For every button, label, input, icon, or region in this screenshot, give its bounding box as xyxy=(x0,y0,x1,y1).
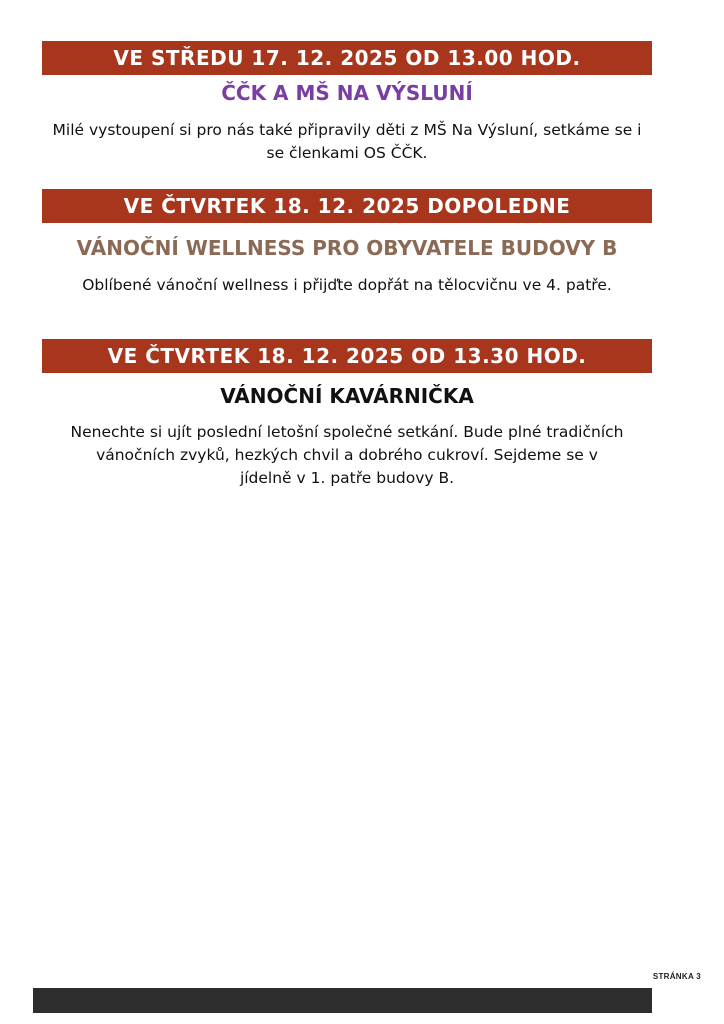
event-1-title: ČČK A MŠ NA VÝSLUNÍ xyxy=(221,81,473,105)
event-1-description: Milé vystoupení si pro nás také připravily děti z MŠ Na Výsluní, setkáme se i se členkami OS ČČK. xyxy=(52,121,642,162)
event-1-date: VE STŘEDU 17. 12. 2025 OD 13.00 HOD. xyxy=(113,46,581,70)
event-2-title: VÁNOČNÍ WELLNESS PRO OBYVATELE BUDOVY B xyxy=(76,236,618,260)
event-2-date: VE ČTVRTEK 18. 12. 2025 DOPOLEDNE xyxy=(123,194,571,218)
event-2-date-bar xyxy=(42,189,652,223)
event-2-description: Oblíbené vánoční wellness i přijďte dopřát na tělocvičnu ve 4. patře. xyxy=(82,276,612,294)
event-3-date-bar xyxy=(42,339,652,373)
event-3-date: VE ČTVRTEK 18. 12. 2025 OD 13.30 HOD. xyxy=(107,344,587,368)
footer-bar xyxy=(33,988,652,1013)
event-1-date-bar xyxy=(42,41,652,75)
page-number-label: STRÁNKA 3 xyxy=(652,972,701,981)
event-3-description: Nenechte si ujít poslední letošní společné setkání. Bude plné tradičních vánočních zvyků, hezkých chvil a dobrého cukroví. Sejdeme se v jídelně v 1. patře budovy B. xyxy=(70,423,624,487)
event-3-title: VÁNOČNÍ KAVÁRNIČKA xyxy=(220,384,474,408)
